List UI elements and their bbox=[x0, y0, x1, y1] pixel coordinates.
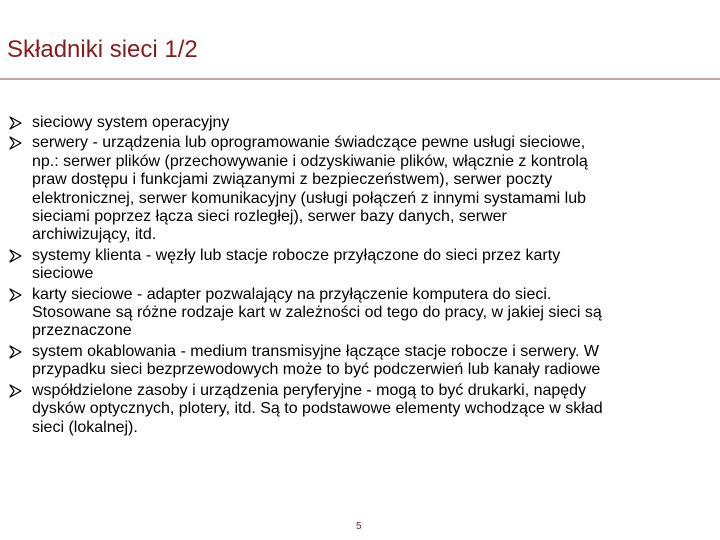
bullet-item bbox=[8, 343, 608, 380]
bullet-item bbox=[8, 382, 608, 437]
arrow-bullet-icon bbox=[8, 382, 24, 400]
bullet-item bbox=[8, 134, 608, 244]
bullet-text: serwery - urządzenia lub oprogramowanie świadczące pewne usługi sieciowe, np.: serwer plików (przechowywanie i odzyskiwanie plików, włącznie z kontrolą praw dostępu i funkcjami związanymi z bezpieczeństwem), serwer poczty elektronicznej, serwer komunikacyjny (usługi połączeń z innymi systamami lub sieciami poprzez łącza sieci rozległej), serwer bazy danych, serwer archiwizujący, itd. bbox=[32, 134, 588, 244]
slide-title: Składniki sieci 1/2 bbox=[7, 36, 198, 63]
bullet-text: karty sieciowe - adapter pozwalający na przyłączenie komputera do sieci. Stosowane są różne rodzaje kart w zależności od tego do pracy, w jakiej sieci są przeznaczone bbox=[32, 285, 602, 340]
title-divider bbox=[0, 78, 720, 80]
bullet-item bbox=[8, 114, 608, 132]
bullet-text: sieciowy system operacyjny bbox=[32, 114, 230, 131]
bullet-text: system okablowania - medium transmisyjne łączące stacje robocze i serwery. W przypadku sieci bezprzewodowych może to być podczerwień lub kanały radiowe bbox=[32, 342, 601, 379]
slide-number: 5 bbox=[356, 521, 362, 532]
arrow-bullet-icon bbox=[8, 286, 24, 304]
bullet-item bbox=[8, 247, 608, 284]
arrow-bullet-icon bbox=[8, 114, 24, 132]
arrow-bullet-icon bbox=[8, 343, 24, 361]
arrow-bullet-icon bbox=[8, 247, 24, 265]
bullet-text: współdzielone zasoby i urządzenia peryferyjne - mogą to być drukarki, napędy dysków optycznych, plotery, itd. Są to podstawowe elementy wchodzące w skład sieci (lokalnej). bbox=[32, 381, 603, 436]
bullet-item bbox=[8, 286, 608, 341]
bullet-text: systemy klienta - węzły lub stacje robocze przyłączone do sieci przez karty sieciowe bbox=[32, 246, 561, 283]
arrow-bullet-icon bbox=[8, 134, 24, 152]
bullet-list bbox=[8, 114, 608, 439]
